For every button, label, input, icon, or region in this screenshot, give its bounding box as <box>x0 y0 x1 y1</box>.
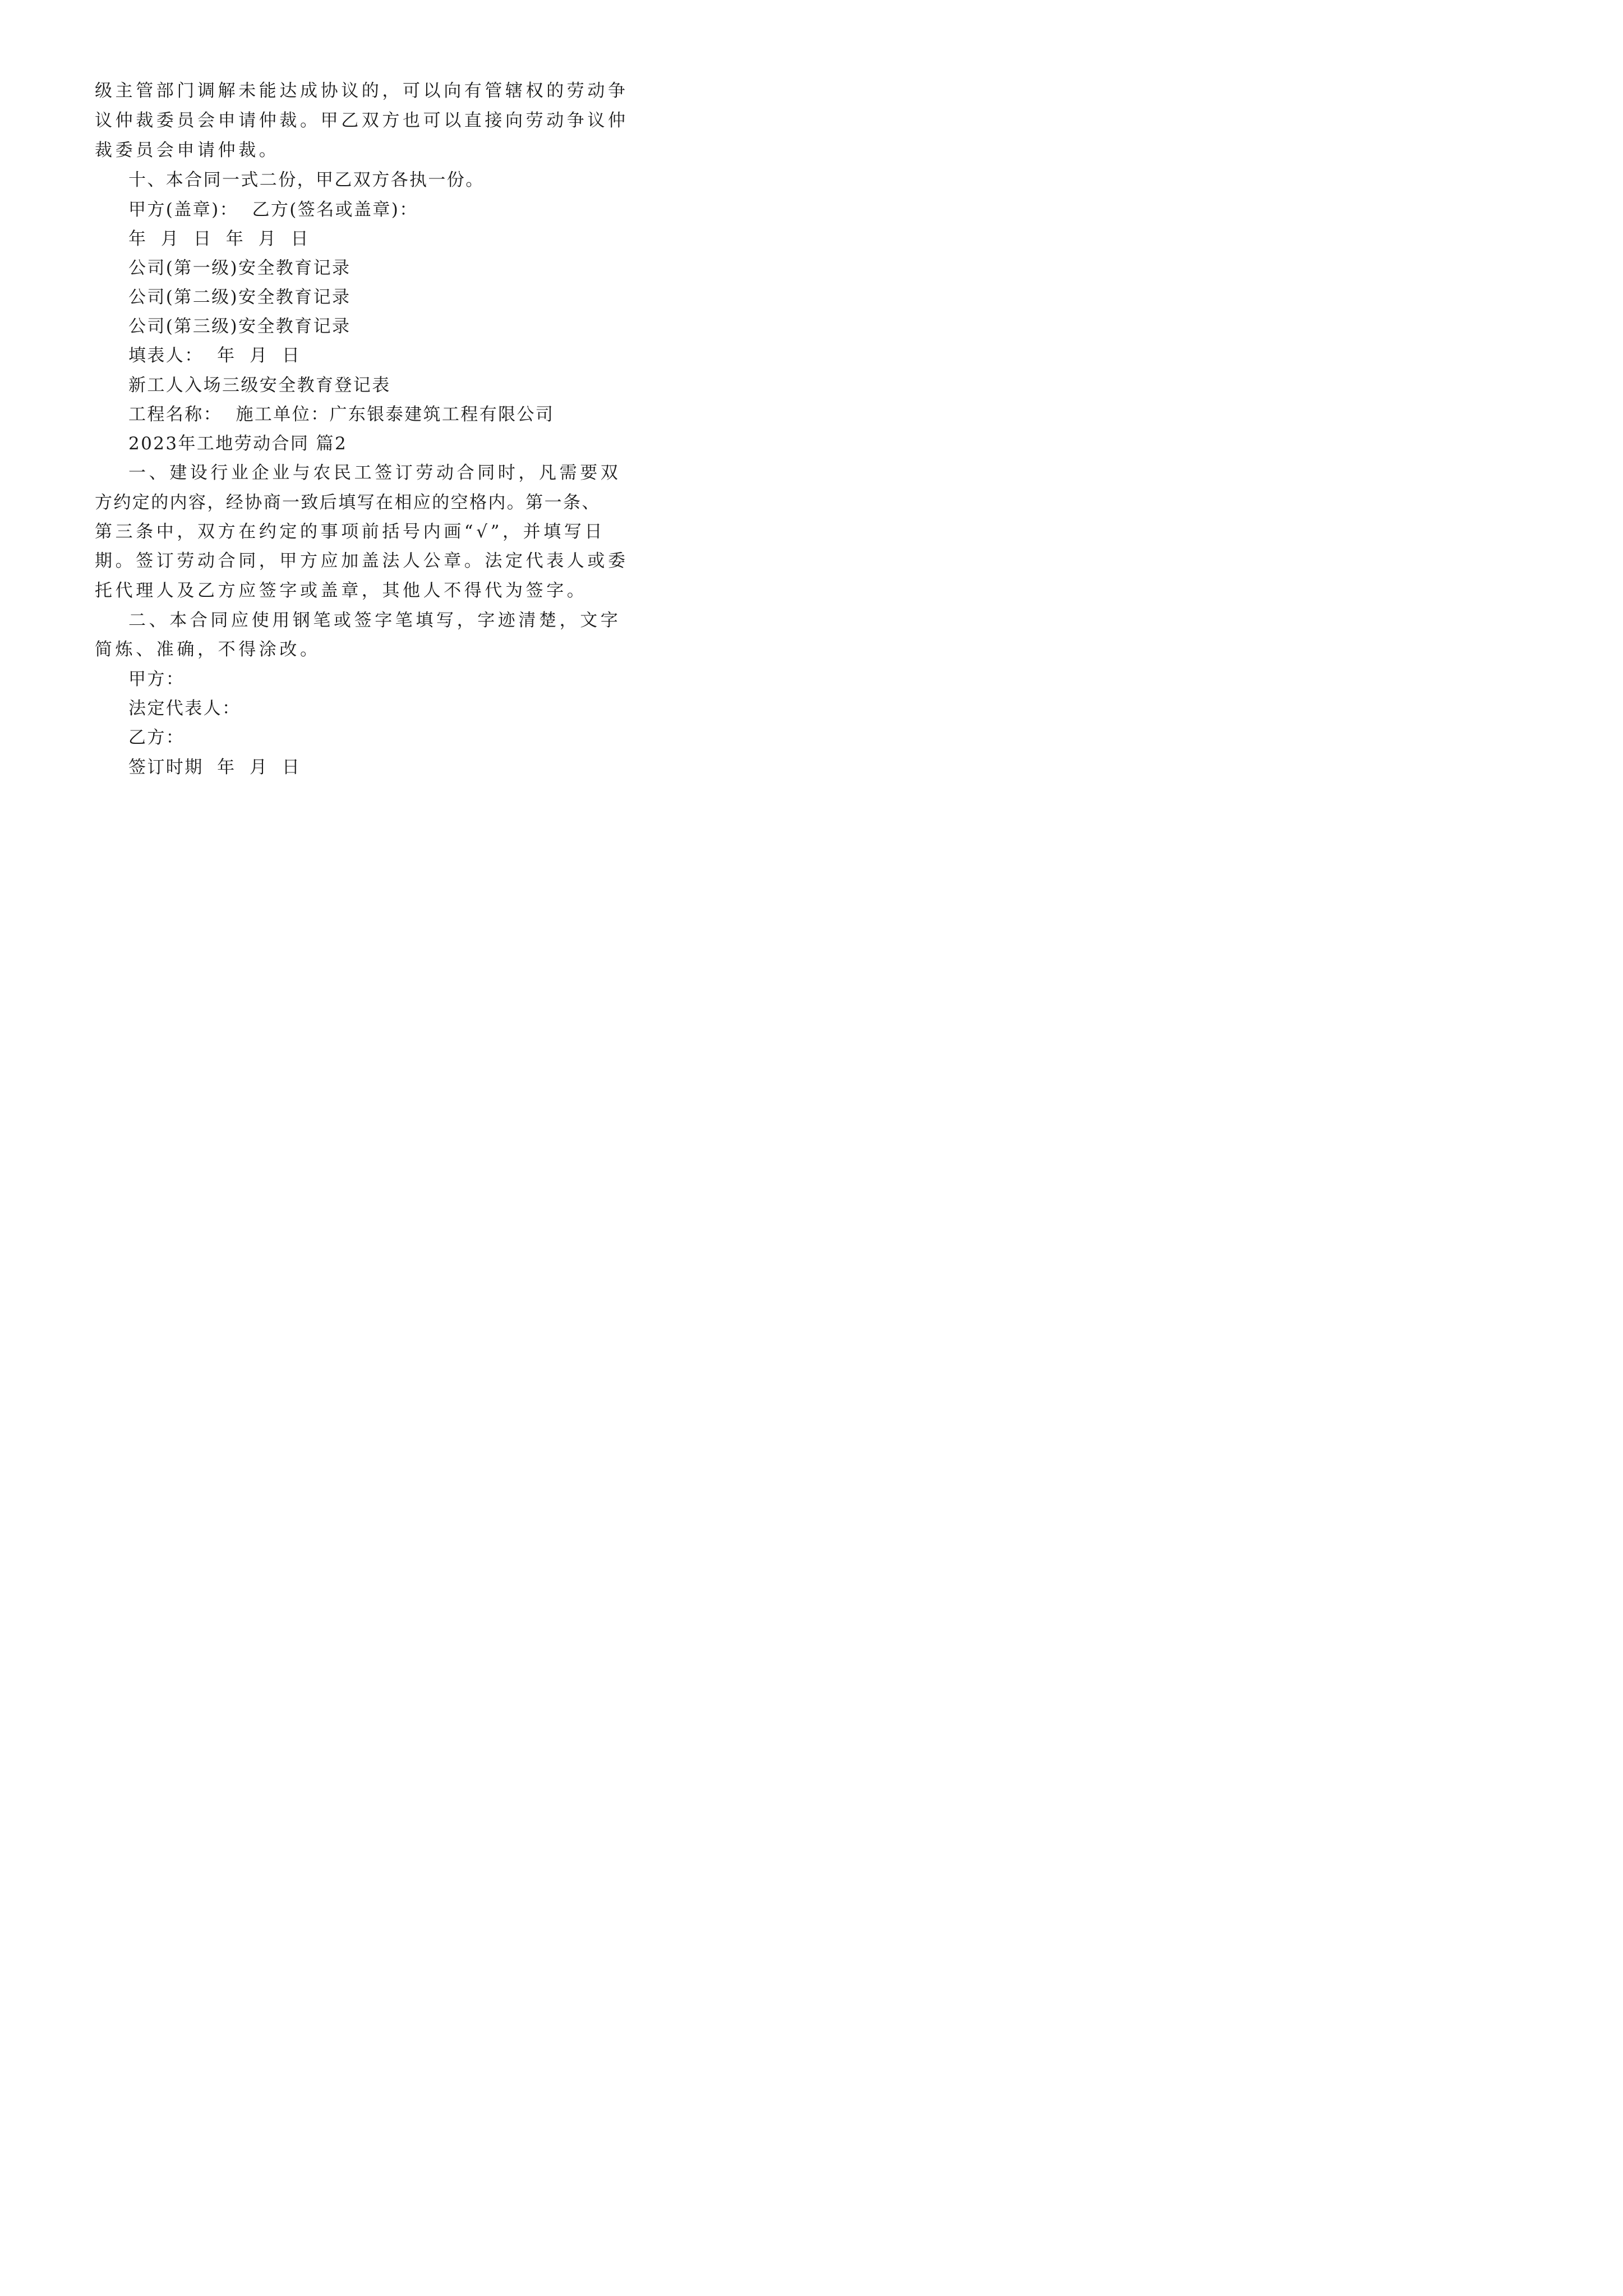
text-line-20: 简炼、准确，不得涂改。 <box>95 639 321 660</box>
text-line-16: 第三条中，双方在约定的事项前括号内画“√”，并填写日 <box>95 522 606 542</box>
text-line-2: 议仲裁委员会申请仲裁。甲乙双方也可以直接向劳动争议仲 <box>95 111 629 131</box>
text-line-3: 裁委员会申请仲裁。 <box>95 140 280 160</box>
text-line-23: 乙方： <box>128 728 185 748</box>
text-line-8: 公司(第二级)安全教育记录 <box>128 287 351 307</box>
text-line-1: 级主管部门调解未能达成协议的，可以向有管辖权的劳动争 <box>95 81 629 101</box>
text-line-14: 一、建设行业企业与农民工签订劳动合同时，凡需要双 <box>128 463 621 483</box>
text-line-10: 填表人： 年 月 日 <box>128 346 301 366</box>
text-line-21: 甲方： <box>128 669 185 689</box>
text-line-18: 托代理人及乙方应签字或盖章，其他人不得代为签字。 <box>95 581 588 601</box>
text-line-19: 二、本合同应使用钢笔或签字笔填写，字迹清楚，文字 <box>128 610 621 631</box>
text-line-4: 十、本合同一式二份，甲乙双方各执一份。 <box>128 170 485 190</box>
text-line-9: 公司(第三级)安全教育记录 <box>128 316 351 337</box>
section-heading: 2023年工地劳动合同 篇2 <box>128 434 348 454</box>
text-line-6: 年 月 日 年 月 日 <box>128 229 310 249</box>
text-line-24: 签订时期 年 月 日 <box>128 757 301 777</box>
text-line-7: 公司(第一级)安全教育记录 <box>128 258 351 278</box>
text-line-22: 法定代表人： <box>128 698 241 719</box>
document-page <box>0 0 629 875</box>
text-line-12: 工程名称： 施工单位：广东银泰建筑工程有限公司 <box>128 404 555 425</box>
text-line-5: 甲方(盖章)： 乙方(签名或盖章)： <box>128 200 418 220</box>
text-line-15: 方约定的内容，经协商一致后填写在相应的空格内。第一条、 <box>95 493 601 513</box>
text-line-17: 期。签订劳动合同，甲方应加盖法人公章。法定代表人或委 <box>95 551 629 571</box>
text-line-11: 新工人入场三级安全教育登记表 <box>128 375 391 395</box>
